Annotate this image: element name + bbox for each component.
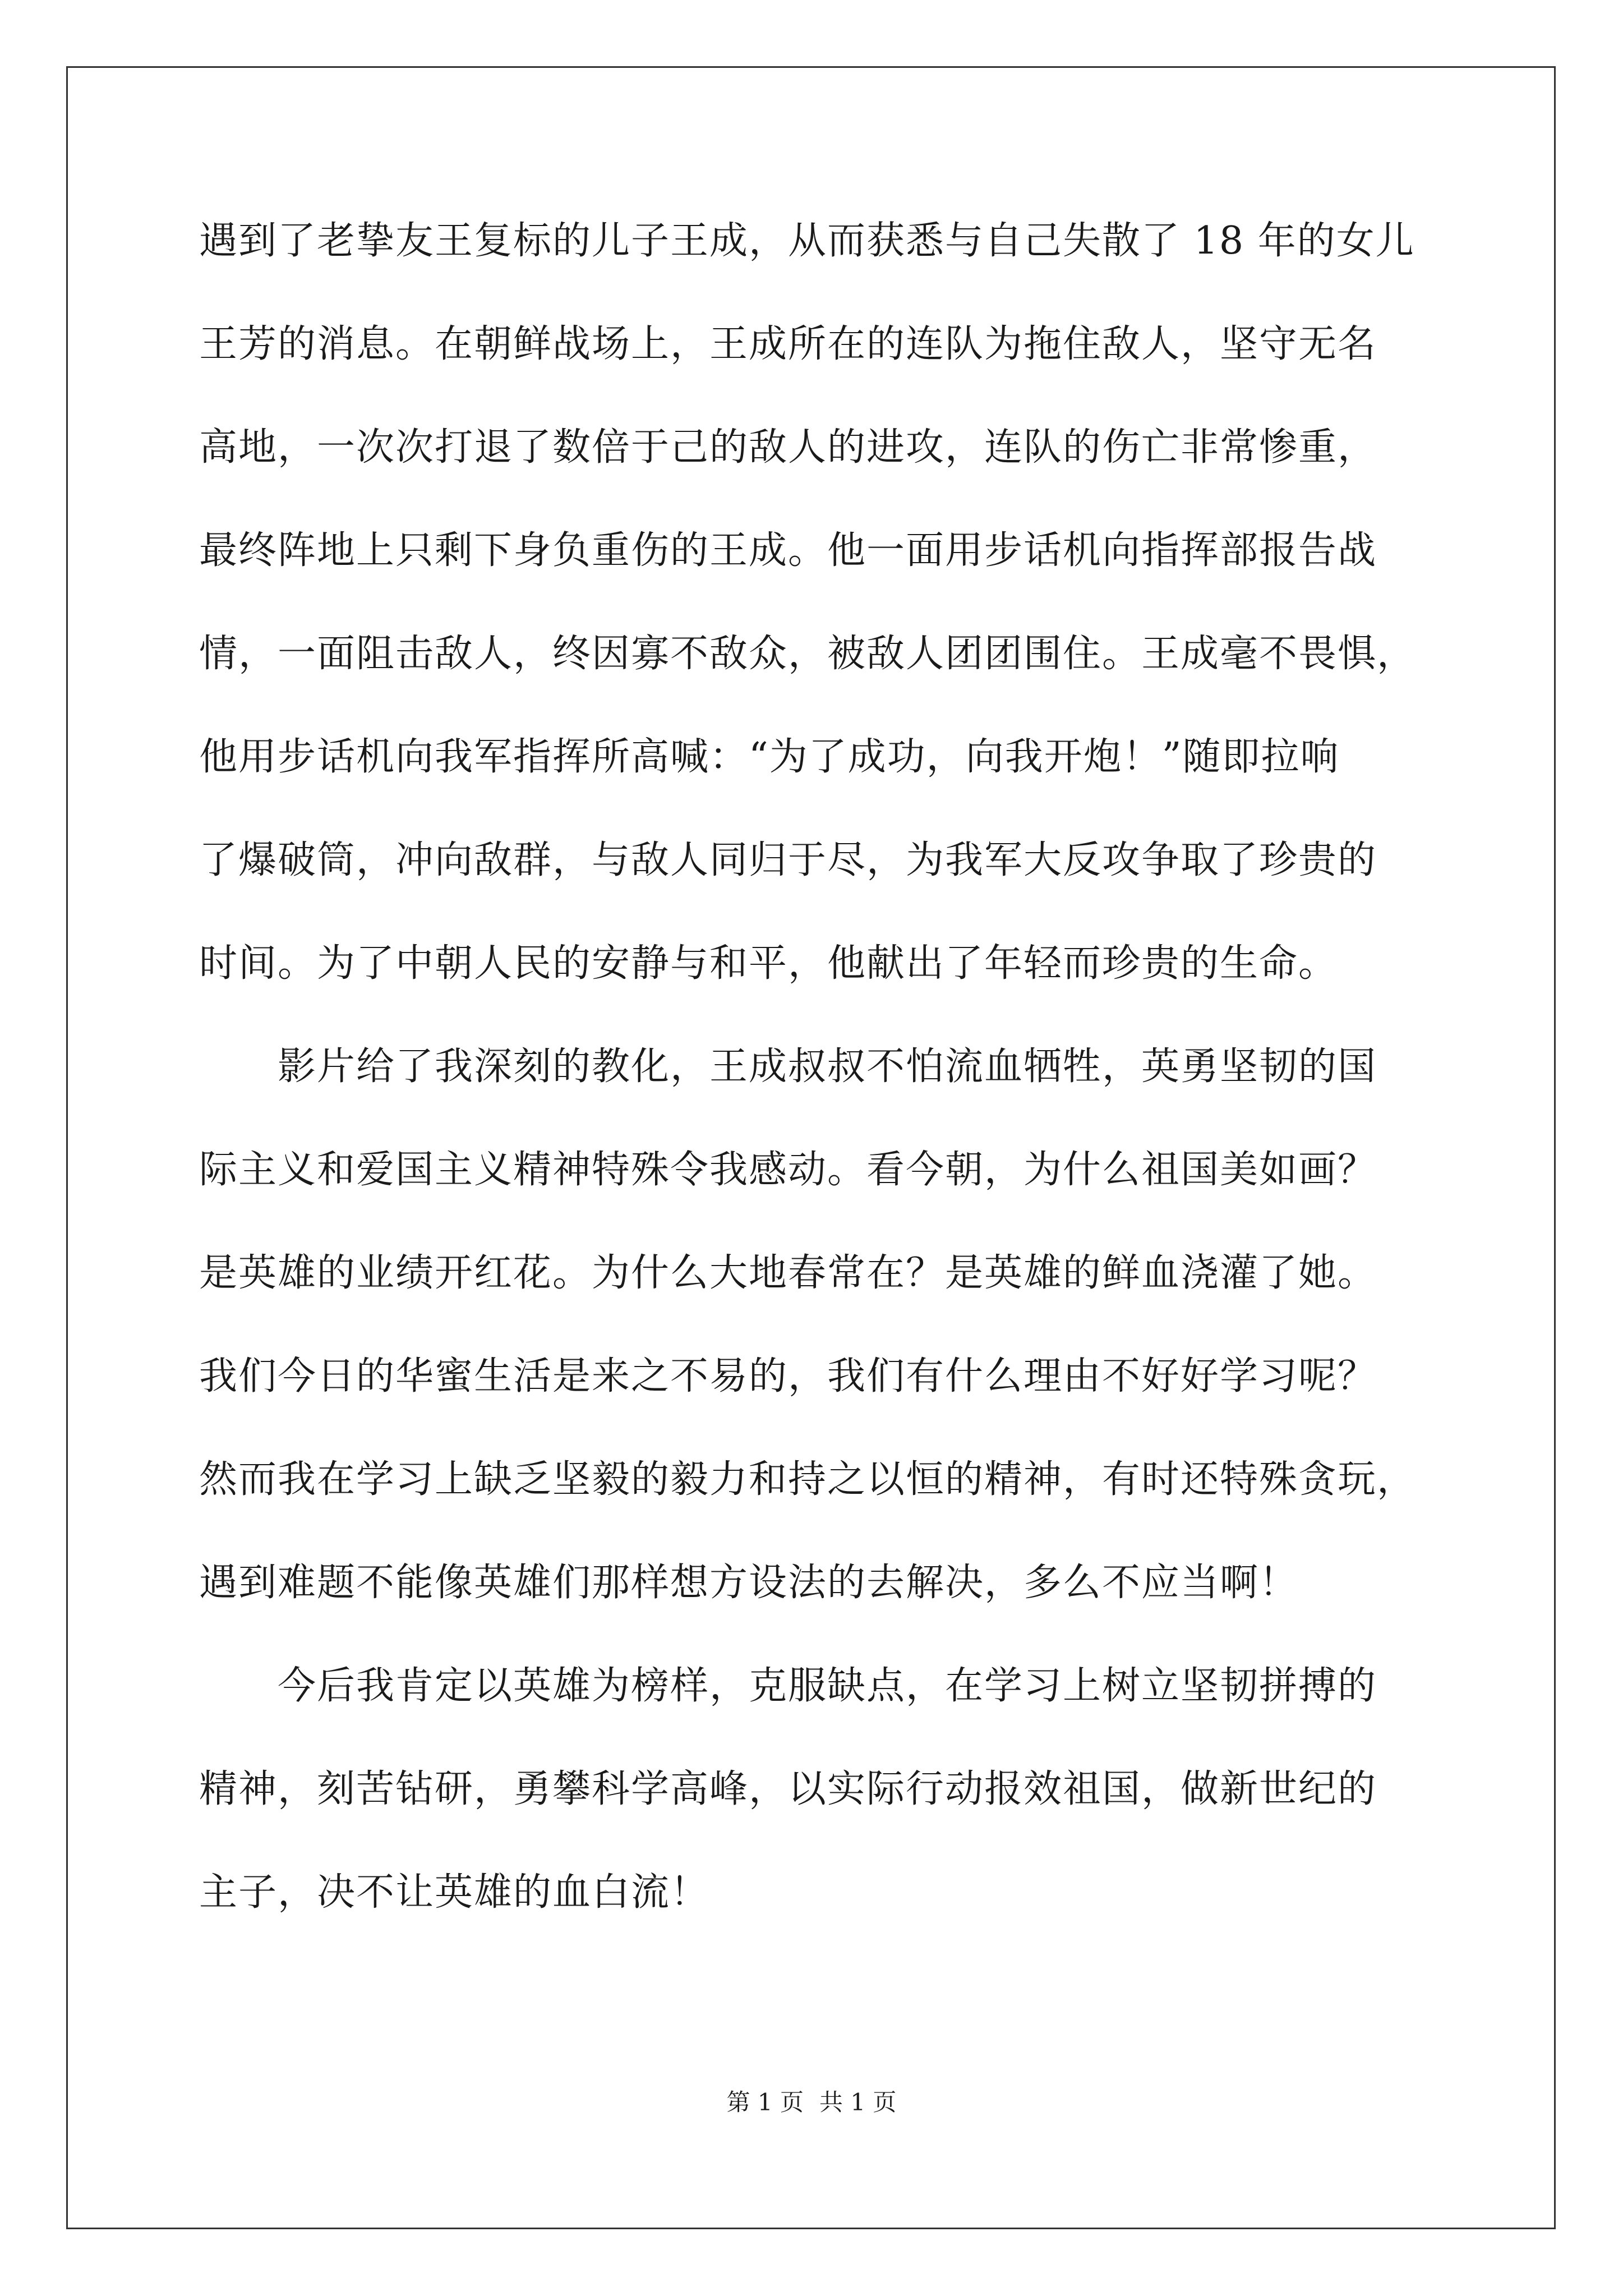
text-line: 时间。为了中朝人民的安静与和平，他献出了年轻而珍贵的生命。	[199, 941, 1338, 986]
text-line: 我们今日的华蜜生活是来之不易的，我们有什么理由不好好学习呢？	[199, 1354, 1377, 1398]
text-line: 王芳的消息。在朝鲜战场上，王成所在的连队为拖住敌人，坚守无名	[199, 322, 1377, 366]
text-line: 主子，决不让英雄的血白流！	[199, 1870, 710, 1915]
page-total: 共 1 页	[819, 2088, 897, 2116]
text-line: 影片给了我深刻的教化，王成叔叔不怕流血牺牲，英勇坚韧的国	[199, 1045, 1377, 1089]
text-line: 高地，一次次打退了数倍于己的敌人的进攻，连队的伤亡非常惨重，	[199, 425, 1377, 470]
text-line: 遇到了老挚友王复标的儿子王成，从而获悉与自己失散了 18 年的女儿	[199, 219, 1415, 263]
text-line: 最终阵地上只剩下身负重伤的王成。他一面用步话机向指挥部报告战	[199, 528, 1377, 573]
text-line: 是英雄的业绩开红花。为什么大地春常在？是英雄的鲜血浇灌了她。	[199, 1251, 1377, 1295]
text-line: 遇到难题不能像英雄们那样想方设法的去解决，多么不应当啊！	[199, 1561, 1299, 1605]
page-footer	[0, 2086, 1623, 2119]
text-line: 他用步话机向我军指挥所高喊：“为了成功，向我开炮！”随即拉响	[199, 735, 1340, 779]
text-line: 了爆破筒，冲向敌群，与敌人同归于尽，为我军大反攻争取了珍贵的	[199, 838, 1377, 882]
text-line: 然而我在学习上缺乏坚毅的毅力和持之以恒的精神，有时还特殊贪玩，	[199, 1457, 1417, 1502]
text-line: 情，一面阻击敌人，终因寡不敌众，被敌人团团围住。王成毫不畏惧，	[199, 632, 1417, 676]
text-line: 际主义和爱国主义精神特殊令我感动。看今朝，为什么祖国美如画？	[199, 1148, 1377, 1192]
text-line: 今后我肯定以英雄为榜样，克服缺点，在学习上树立坚韧拼搏的	[199, 1664, 1377, 1708]
page-number: 第 1 页	[726, 2088, 804, 2116]
text-line: 精神，刻苦钻研，勇攀科学高峰，以实际行动报效祖国，做新世纪的	[199, 1767, 1377, 1811]
